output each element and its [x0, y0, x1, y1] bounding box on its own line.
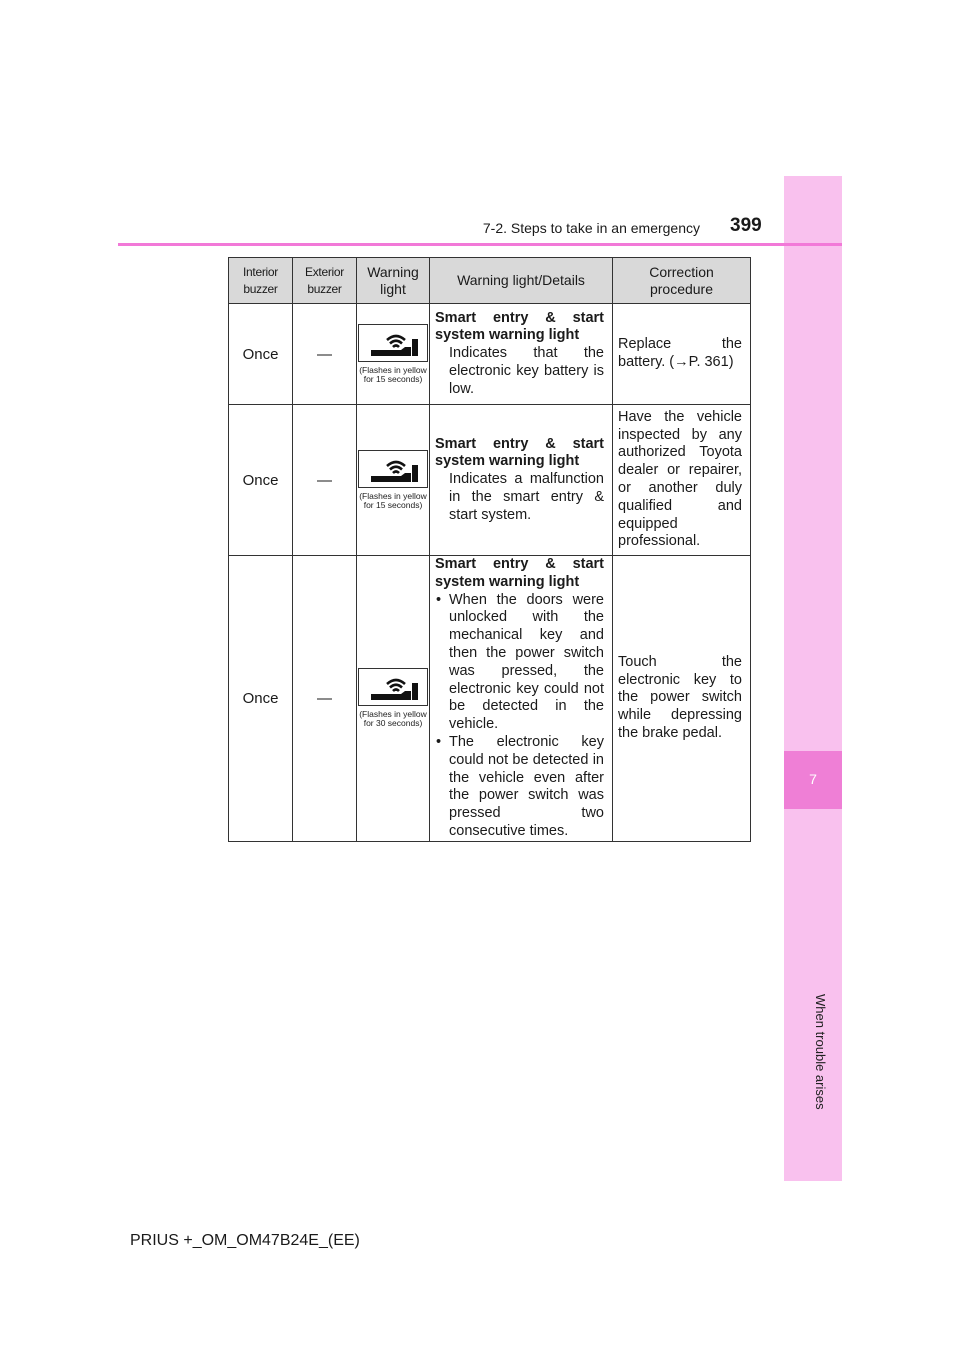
details-cell — [430, 556, 613, 842]
list-item: • The electronic key could not be detected in the vehicle even after the power switch was pressed two consecutive times. — [435, 734, 604, 841]
section-side-tab — [784, 176, 842, 1181]
smart-key-warning-icon — [358, 450, 428, 488]
icon-note: (Flashes in yellow for 30 seconds) — [359, 709, 427, 729]
page-number: 399 — [730, 215, 762, 236]
chapter-number: 7 — [809, 771, 817, 787]
details-cell — [430, 304, 613, 405]
warning-light-cell — [357, 405, 430, 556]
manual-code: PRIUS +_OM_OM47B24E_(EE) — [130, 1232, 360, 1249]
detail-bullet-list — [435, 592, 604, 841]
icon-note: (Flashes in yellow for 15 seconds) — [359, 365, 427, 384]
table-header-row — [229, 258, 751, 304]
detail-title: Smart entry & start system warning light — [435, 556, 604, 590]
detail-title: Smart entry & start system warning light — [435, 435, 604, 470]
col-correction: Correction procedure — [613, 258, 751, 304]
interior-buzzer-cell: Once — [229, 304, 293, 405]
section-title: 7-2. Steps to take in an emergency — [482, 220, 700, 236]
smart-key-warning-icon — [358, 668, 428, 706]
correction-cell: Have the vehicle inspected by any authorized Toyota dealer or repairer, or another duly qualified and equipped professional. — [613, 405, 751, 556]
exterior-buzzer-cell: — — [293, 405, 357, 556]
icon-note: (Flashes in yellow for 15 seconds) — [359, 491, 427, 510]
col-interior-buzzer: Interior buzzer — [229, 258, 293, 304]
detail-title: Smart entry & start system warning light — [435, 309, 604, 344]
warning-light-table — [228, 257, 751, 842]
header-rule — [118, 243, 842, 246]
list-item: • When the doors were unlocked with the mechanical key and then the power switch was pressed, the electronic key could not be detected in the vehicle. — [435, 592, 604, 734]
warning-light-cell — [357, 304, 430, 405]
interior-buzzer-cell: Once — [229, 405, 293, 556]
exterior-buzzer-cell: — — [293, 556, 357, 842]
table-row — [229, 556, 751, 842]
table-row — [229, 304, 751, 405]
col-warning-light: Warning light — [357, 258, 430, 304]
correction-cell: Replace the battery. (→P. 361) — [613, 304, 751, 405]
chapter-label: When trouble arises — [813, 994, 828, 1110]
interior-buzzer-cell: Once — [229, 556, 293, 842]
details-cell — [430, 405, 613, 556]
correction-cell: Touch the electronic key to the power switch while depressing the brake pedal. — [613, 556, 751, 842]
col-exterior-buzzer: Exterior buzzer — [293, 258, 357, 304]
smart-key-warning-icon — [358, 324, 428, 362]
exterior-buzzer-cell: — — [293, 304, 357, 405]
warning-light-cell — [357, 556, 430, 842]
detail-text: Indicates a malfunction in the smart entry & start system. — [449, 471, 604, 523]
detail-text: Indicates that the electronic key battery is low. — [449, 345, 604, 397]
table-row — [229, 405, 751, 556]
col-details: Warning light/Details — [430, 258, 613, 304]
